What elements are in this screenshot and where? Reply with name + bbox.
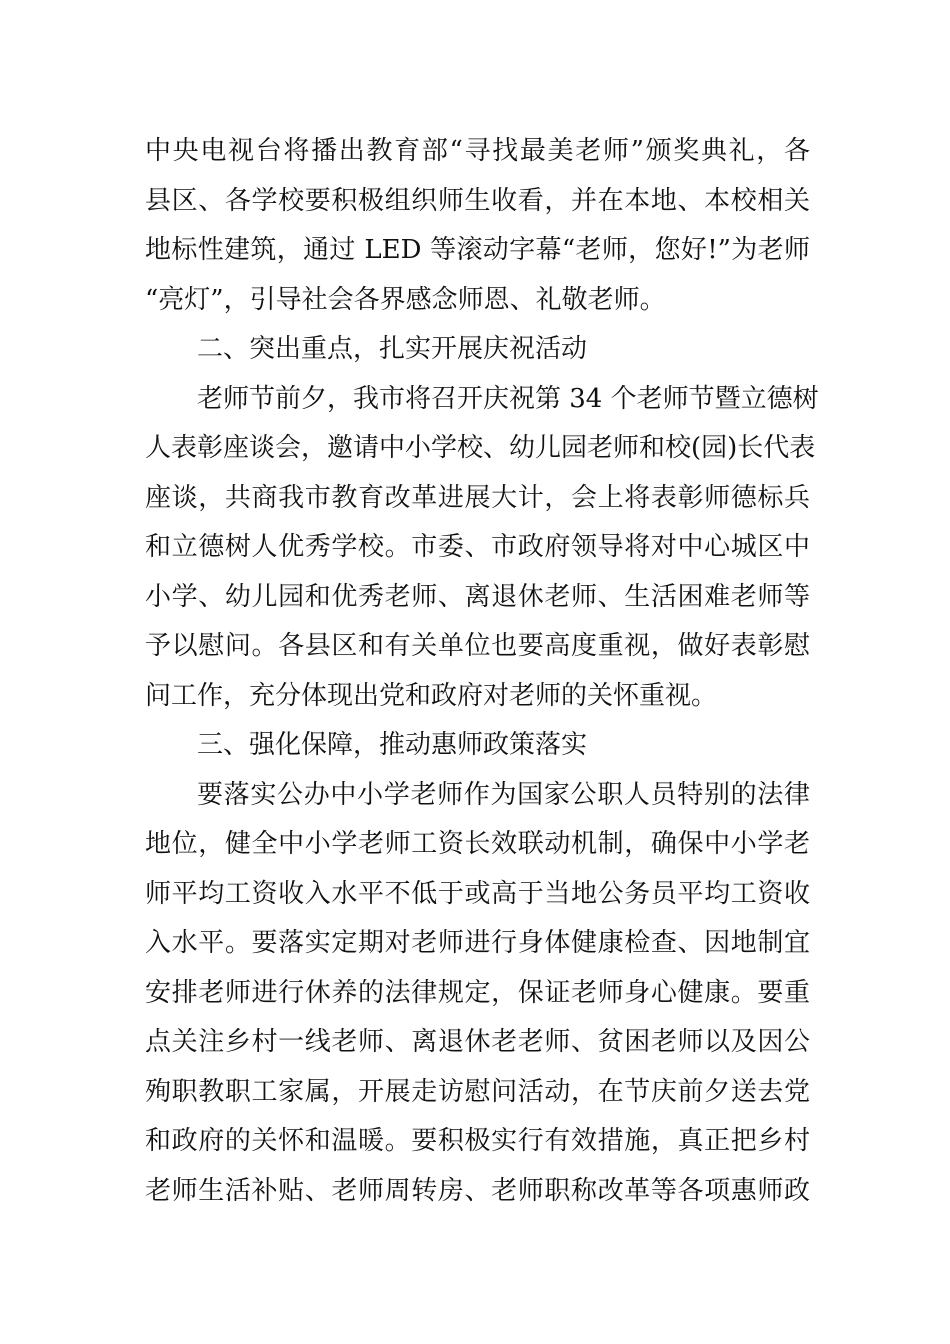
body-line: 中央电视台将播出教育部“寻找最美老师”颁奖典礼，各 [145,136,810,166]
body-line: 县区、各学校要积极组织师生收看，并在本地、本校相关 [145,185,810,216]
body-line: 和政府的关怀和温暖。要积极实行有效措施，真正把乡村 [145,1126,810,1156]
body-line: 座谈，共商我市教育改革进展大计，会上将表彰师德标兵 [145,482,810,513]
section-heading-3: 三、强化保障，推动惠师政策落实 [197,730,588,760]
body-line: 老师节前夕，我市将召开庆祝第 34 个老师节暨立德树 [197,383,819,414]
body-line: 地标性建筑，通过 LED 等滚动字幕“老师，您好!”为老师 [145,235,810,265]
body-line: 人表彰座谈会，邀请中小学校、幼儿园老师和校(园)长代表 [145,433,816,463]
body-line: 和立德树人优秀学校。市委、市政府领导将对中心城区中 [145,532,810,562]
section-heading-2: 二、突出重点，扎实开展庆祝活动 [197,334,588,364]
body-line: 予以慰问。各县区和有关单位也要高度重视，做好表彰慰 [145,631,810,661]
body-line: 要落实公办中小学老师作为国家公职人员特别的法律 [197,779,810,810]
body-line: 入水平。要落实定期对老师进行身体健康检查、因地制宜 [145,928,810,958]
body-line: 问工作，充分体现出党和政府对老师的关怀重视。 [145,680,718,711]
document-body [145,127,819,1216]
body-line: 点关注乡村一线老师、离退休老老师、贫困老师以及因公 [145,1027,810,1057]
body-line: 师平均工资收入水平不低于或高于当地公务员平均工资收 [145,878,810,909]
body-line: 安排老师进行休养的法律规定，保证老师身心健康。要重 [145,977,810,1008]
body-line: 地位，健全中小学老师工资长效联动机制，确保中小学老 [145,829,810,859]
body-line: “亮灯”，引导社会各界感念师恩、礼敬老师。 [145,284,666,315]
body-line: 小学、幼儿园和优秀老师、离退休老师、生活困难老师等 [145,581,810,612]
body-line: 殉职教职工家属，开展走访慰问活动，在节庆前夕送去党 [145,1076,810,1107]
body-line: 老师生活补贴、老师周转房、老师职称改革等各项惠师政 [145,1175,810,1206]
